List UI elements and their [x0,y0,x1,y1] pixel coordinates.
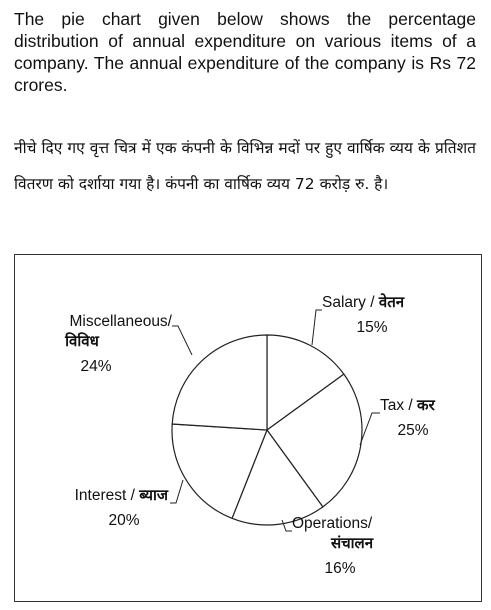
intro-english: The pie chart given below shows the percentage distribution of annual expenditure on various items of a company. The annual expenditure of the company is Rs 72 crores. [14,9,476,95]
slice-label-1 [380,396,436,439]
slice-name-2: Operations/ [292,515,373,532]
slice-value-0: 15% [356,319,388,336]
slice-label-0 [322,293,405,336]
slice-name-1: Tax / [380,397,418,414]
slice-name-hi-3: ब्याज [139,486,168,504]
leader-line-4 [172,326,192,355]
slice-name-0: Salary / [322,294,379,311]
leader-line-3 [170,480,183,503]
slice-label-2 [292,515,374,577]
slice-name-hi-0: वेतन [378,293,405,311]
slice-value-1: 25% [397,422,429,439]
slice-name-4: Miscellaneous/ [69,313,172,330]
slice-value-4: 24% [80,358,112,375]
slice-name-hi-1: कर [417,396,435,414]
slice-label-4 [64,313,173,375]
intro-hindi: नीचे दिए गए वृत्त चित्र में एक कंपनी के विभिन्न मदों पर हुए वार्षिक व्यय के प्रतिशत वितरण को दर्शाया गया है। कंपनी का वार्षिक व्यय 72 करोड़ रु. है। [14,139,476,193]
slice-value-3: 20% [108,512,140,529]
leader-line-1 [360,413,380,445]
slice-label-3 [75,486,169,529]
slice-name-hi-4: विविध [65,332,99,350]
slice-name-hi-2: संचालन [330,534,374,552]
leader-line-0 [312,310,322,345]
slice-name-3: Interest / [74,487,140,504]
slice-value-2: 16% [324,560,356,577]
pie-slice-4 [172,335,267,430]
